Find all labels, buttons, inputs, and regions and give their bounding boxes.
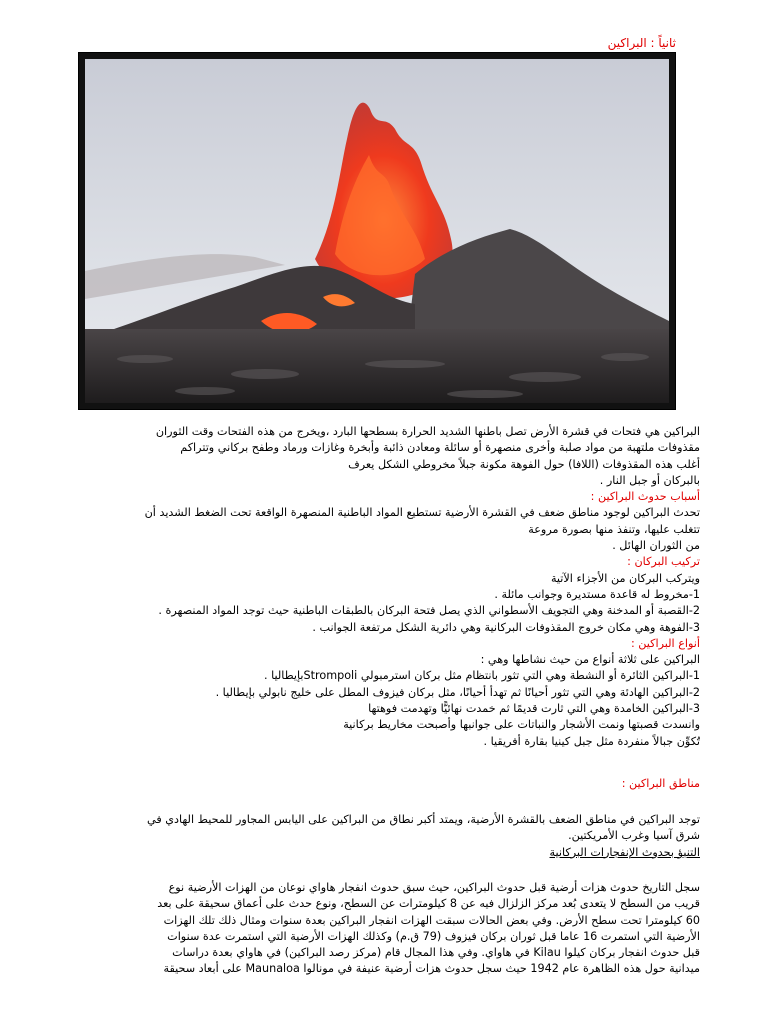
structure-heading: تركيب البركان : bbox=[627, 555, 700, 569]
text-line: شرق آسيا وغرب الأمريكتين. bbox=[568, 829, 700, 843]
text-line: الأرضية التي استمرت 16 عاما قبل ثوران بركان فيزوف (79 ق.م) وكذلك الهزات الأرضية التي استمرت عدة سنوات bbox=[167, 929, 700, 943]
text-line: قبل حدوث انفجار بركان كيلوا Kilau في هاواي. وفي هذا المجال قام (مركز رصد البراكين) في هاواي بعدة دراسات bbox=[172, 946, 700, 960]
regions-heading: مناطق البراكين : bbox=[621, 777, 700, 790]
volcano-eruption-photo-icon bbox=[85, 59, 669, 403]
section-title: ثانياً : البراكين bbox=[607, 36, 676, 50]
text-line: تُكوِّن جبالاً منفردة مثل جبل كينيا بقارة أفريقيا . bbox=[483, 734, 700, 748]
text-line: البراكين على ثلاثة أنواع من حيث نشاطها وهي : bbox=[480, 653, 700, 667]
text-line: 2-القصبة أو المدخنة وهي التجويف الأسطواني الذي يصل فتحة البركان بالطبقات الباطنية حيث توجد المواد المنصهرة . bbox=[158, 604, 700, 618]
prediction-heading: التنبؤ بحدوث الإنفجارات البركانية bbox=[549, 845, 700, 859]
causes-heading: أسباب حدوث البراكين : bbox=[590, 490, 700, 504]
text-line: وانسدت قصبتها ونمت الأشجار والنباتات على جوانبها وأصبحت مخاريط بركانية bbox=[343, 718, 700, 732]
text-line: تتغلب عليها، وتنفذ منها بصورة مروعة bbox=[528, 522, 700, 536]
intro-paragraph bbox=[96, 424, 700, 750]
photo-frame bbox=[78, 52, 676, 410]
text-line: 3-البراكين الخامدة وهي التي ثارت قديمًا ثم خمدت نهائيًّا وتهدمت فوهتها bbox=[368, 702, 700, 716]
text-line: من الثوران الهائل . bbox=[612, 539, 700, 553]
prediction-paragraph bbox=[96, 880, 700, 978]
text-line: مقذوفات ملتهبة من مواد صلبة وأخرى منصهرة أو سائلة ومعادن ذائبة وأبخرة وغازات ورماد وطفح بركاني وتتراكم bbox=[180, 441, 700, 455]
text-line: توجد البراكين في مناطق الضعف بالقشرة الأرضية، ويمتد أكبر نطاق من البراكين على اليابس المجاور للمحيط الهادي في bbox=[147, 813, 700, 826]
text-line: البراكين هي فتحات في قشرة الأرض تصل باطنها الشديد الحرارة بسطحها البارد ،ويخرج من هذه الفتحات وقت الثوران bbox=[155, 425, 700, 438]
text-line: ويتركب البركان من الأجزاء الآتية bbox=[550, 571, 700, 585]
types-heading: أنواع البراكين : bbox=[630, 636, 700, 650]
text-line: أغلب هذه المقذوفات (اللافا) حول الفوهة مكونة جبلاً مخروطي الشكل يعرف bbox=[348, 457, 700, 471]
text-line: بالبركان أو جبل النار . bbox=[599, 473, 700, 487]
regions-paragraph bbox=[96, 812, 700, 861]
text-line: تحدث البراكين لوجود مناطق ضعف في القشرة الأرضية تستطيع المواد الباطنية المنصهرة الواقعة تحت الضغط الشديد أن bbox=[144, 506, 700, 520]
text-line: 1-البراكين الثائرة أو النشطة وهي التي تثور بانتظام مثل بركان استرمبولي Strompoliبإيطاليا . bbox=[264, 669, 700, 683]
text-line: ميدانية حول هذه الظاهرة عام 1942 حيث سجل حدوث هزات أرضية عنيفة في مونالوا Maunaloa على أبعاد سحيقة bbox=[163, 962, 700, 976]
text-line: 1-مخروط له قاعدة مستديرة وجوانب مائلة . bbox=[494, 587, 700, 601]
text-line: قريب من السطح لا يتعدى بُعد مركز الزلزال فيه عن 8 كيلومترات عن السطح، ونوع حدث على أعماق سحيقة على بعد bbox=[157, 897, 700, 911]
text-line: 60 كيلومترا تحت سطح الأرض. وفي بعض الحالات سبقت الهزات انفجار البراكين بعدة سنوات ومثال ذلك تلك الهزات bbox=[163, 913, 700, 927]
regions-section bbox=[96, 776, 700, 792]
text-line: سجل التاريخ حدوث هزات أرضية قبل حدوث البراكين، حيث سبق حدوث انفجار هاواي نوعان من الهزات الأرضية نوع bbox=[168, 881, 700, 894]
text-line: 3-الفوهة وهي مكان خروج المقذوفات البركانية وهي دائرية الشكل مرتفعة الجوانب . bbox=[312, 620, 700, 634]
text-line: 2-البراكين الهادئة وهي التي تثور أحيانًا ثم تهدأ أحيانًا، مثل بركان فيزوف المطل على خليج نابولي بإيطاليا . bbox=[215, 685, 700, 699]
